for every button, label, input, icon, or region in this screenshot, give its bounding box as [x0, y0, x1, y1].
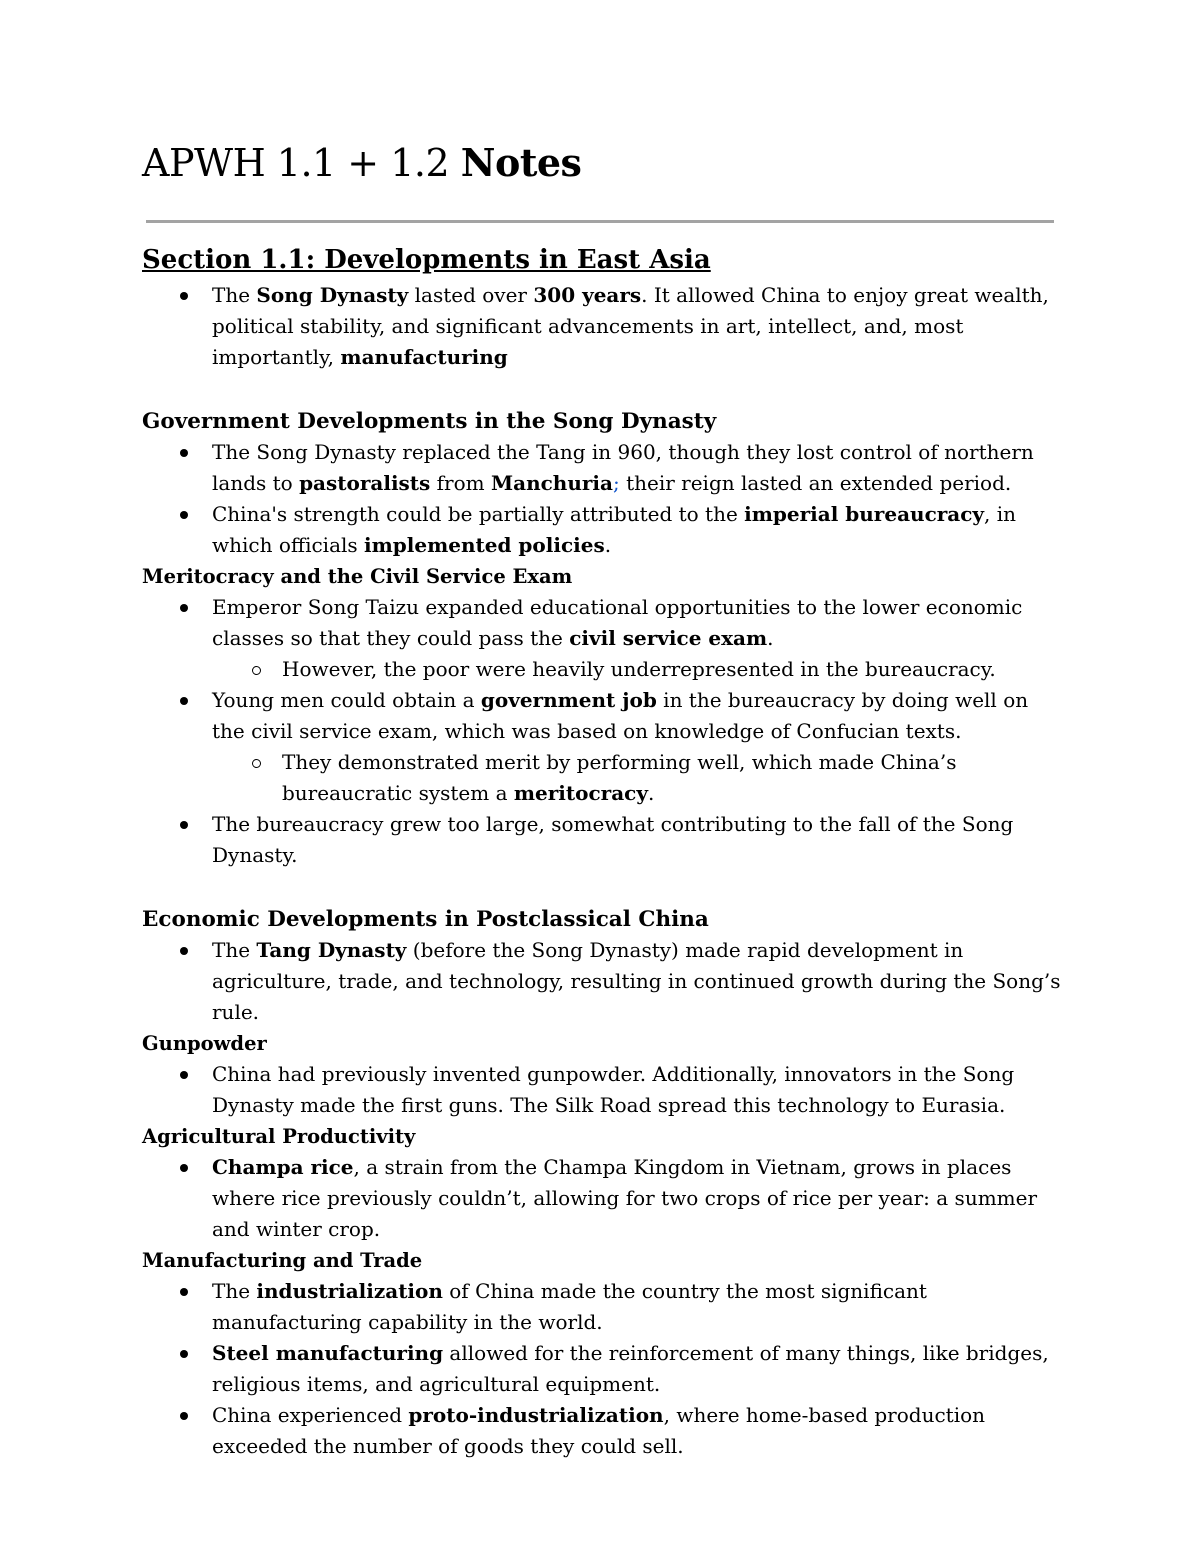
text: They demonstrated merit by performing well, which made China’s bureaucratic system a — [282, 750, 957, 805]
bold-term: Champa rice — [212, 1155, 354, 1179]
bold-term: Steel manufacturing — [212, 1341, 444, 1365]
bold-term: Song Dynasty — [256, 283, 409, 307]
text: , in which officials — [212, 502, 1017, 557]
bold-term: implemented policies — [364, 533, 605, 557]
text: lasted over — [408, 283, 534, 307]
text: , a strain from the Champa Kingdom in Vietnam, grows in places where rice previously couldn’t, allowing for two crops of rice per year: a summer and winter crop. — [212, 1155, 1038, 1241]
text: . — [604, 533, 612, 557]
text: in the bureaucracy by doing well on the civil service exam, which was based on knowledge of Confucian texts. — [212, 688, 1029, 743]
text: The — [212, 283, 257, 307]
text: The Song Dynasty replaced the Tang in 960, though they lost control of northern lands to — [212, 440, 1034, 495]
economic-list — [142, 935, 1062, 1028]
list-item — [142, 935, 1062, 1028]
bold-term: proto-industrialization — [408, 1403, 664, 1427]
document-body — [142, 240, 1062, 1462]
subheading-economic: Economic Developments in Postclassical China — [142, 907, 709, 932]
title-bold: Notes — [460, 140, 582, 185]
section-heading-1-1: Section 1.1: Developments in East Asia — [142, 245, 711, 275]
subheading-meritocracy: Meritocracy and the Civil Service Exam — [142, 565, 573, 588]
bold-term: 300 years — [533, 283, 642, 307]
subheading-gunpowder: Gunpowder — [142, 1032, 267, 1055]
subheading-agricultural: Agricultural Productivity — [142, 1125, 416, 1148]
list-item — [142, 499, 1062, 561]
bold-term: government job — [480, 688, 657, 712]
bold-term: pastoralists — [299, 471, 431, 495]
list-item — [142, 592, 1062, 654]
sub-list-item — [142, 747, 1062, 809]
agricultural-list — [142, 1152, 1062, 1245]
horizontal-rule — [146, 220, 1054, 223]
text: allowed for the reinforcement of many things, like bridges, religious items, and agricultural equipment. — [212, 1341, 1049, 1396]
text: of China made the country the most significant manufacturing capability in the world. — [212, 1279, 927, 1334]
title-normal: APWH 1.1 + 1.2 — [142, 141, 461, 185]
bold-term: imperial bureaucracy — [744, 502, 985, 526]
text: Young men could obtain a — [212, 688, 481, 712]
text: , where home-based production exceeded the number of goods they could sell. — [212, 1403, 986, 1458]
list-item: The bureaucracy grew too large, somewhat contributing to the fall of the Song Dynasty. — [142, 809, 1062, 871]
text: The — [212, 938, 257, 962]
bold-term: Manchuria — [490, 471, 613, 495]
list-item — [142, 1152, 1062, 1245]
spacer — [142, 373, 1062, 406]
list-item — [142, 1276, 1062, 1338]
text: . — [767, 626, 774, 650]
text: China experienced — [212, 1403, 409, 1427]
list-item — [142, 280, 1062, 373]
bold-term: manufacturing — [340, 345, 508, 369]
text: . It allowed China to enjoy great wealth, political stability, and significant advancements in art, intellect, and, most importantly, — [212, 283, 1049, 369]
subheading-manufacturing: Manufacturing and Trade — [142, 1249, 423, 1272]
list-item — [142, 1338, 1062, 1400]
subheading-government: Government Developments in the Song Dynasty — [142, 409, 717, 434]
text: Emperor Song Taizu expanded educational opportunities to the lower economic classes so that they could pass the — [212, 595, 1023, 650]
meritocracy-list — [142, 592, 1062, 871]
semicolon: ; — [612, 471, 620, 495]
bold-term: industrialization — [256, 1279, 443, 1303]
list-item — [142, 685, 1062, 747]
document-title — [142, 140, 581, 185]
government-list — [142, 437, 1062, 561]
text: (before the Song Dynasty) made rapid development in agriculture, trade, and technology, resulting in continued growth during the Song’s rule. — [212, 938, 1061, 1024]
gunpowder-list — [142, 1059, 1062, 1121]
spacer — [142, 871, 1062, 904]
text: their reign lasted an extended period. — [619, 471, 1012, 495]
list-item — [142, 437, 1062, 499]
section-1-1-list — [142, 280, 1062, 373]
bold-term: civil service exam — [569, 626, 768, 650]
list-item: China had previously invented gunpowder. Additionally, innovators in the Song Dynasty made the first guns. The Silk Road spread this technology to Eurasia. — [142, 1059, 1062, 1121]
bold-term: Tang Dynasty — [256, 938, 407, 962]
text: from — [430, 471, 491, 495]
text: The — [212, 1279, 257, 1303]
manufacturing-list — [142, 1276, 1062, 1462]
text: . — [647, 781, 655, 805]
text: China's strength could be partially attributed to the — [212, 502, 745, 526]
list-item — [142, 1400, 1062, 1462]
bold-term: meritocracy — [513, 781, 648, 805]
sub-list-item: However, the poor were heavily underrepresented in the bureaucracy. — [142, 654, 1062, 685]
